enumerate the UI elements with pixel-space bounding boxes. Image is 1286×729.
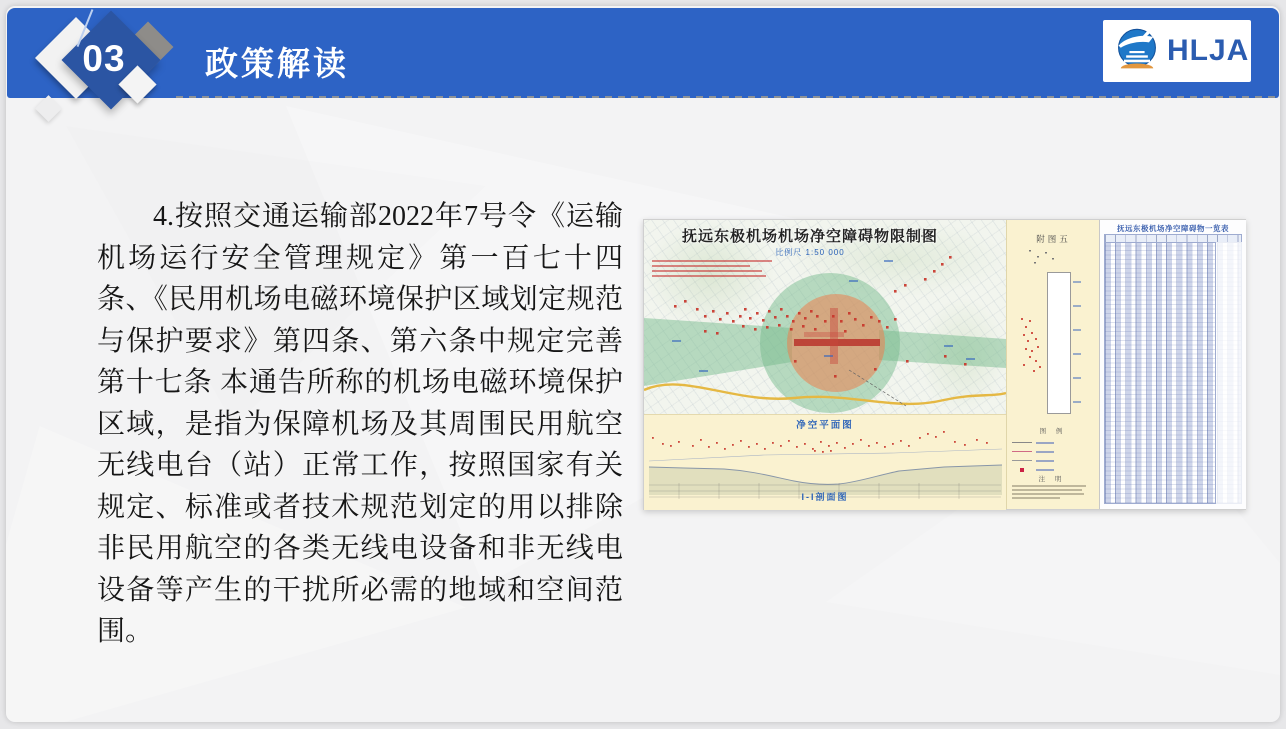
section-number: 03 (82, 38, 126, 79)
topographic-map-area (644, 220, 1006, 414)
logo (1103, 20, 1251, 82)
map-title: 抚远东极机场机场净空障碍物限制图 (681, 228, 938, 245)
clearance-profile-band (644, 414, 1006, 510)
slide-surface (6, 6, 1280, 722)
plan-view-label: 净空平面图 (796, 420, 854, 431)
body-paragraph: 4.按照交通运输部2022年7号令《运输机场运行安全管理规定》第一百七十四条、《民用机场电磁环境保护区域划定规范与保护要求》第四条、第六条中规定完善第十七条 本通告所称的机场电磁环境保护区域，是指为保障机场及其周围民用航空无线电台（站）正常工作，按照国家有关规定、标准或者技术规范划定的用以排除非民用航空的各类无线电设备和非无线电设备等产生的干扰所必需的地域和空间范围。 (97, 201, 623, 647)
side-panel (1006, 220, 1100, 509)
map-scale-label: 比例尺 1:50 000 (775, 248, 845, 257)
legend-title: 图 例 (1039, 428, 1067, 435)
white-diamond-small (35, 95, 62, 122)
section-view-label: I-I剖面图 (801, 492, 849, 502)
airport-map-figure (643, 219, 1246, 510)
runway-strip-diagram (1047, 272, 1071, 414)
logo-text: HLJA (1167, 34, 1250, 67)
page-title: 政策解读 (205, 45, 349, 82)
obstacle-table (1099, 220, 1246, 509)
map-notes (1012, 474, 1092, 501)
header-bar (7, 8, 1279, 98)
header-dashed-divider (176, 96, 1280, 98)
attachment-label: 附图五 (1036, 234, 1071, 244)
obstacle-table-title: 抚远东极机场净空障碍物一览表 (1117, 224, 1229, 233)
airline-emblem-icon (1111, 25, 1163, 77)
obstacle-table-empty-columns (1215, 242, 1242, 504)
notes-title: 注 明 (1038, 476, 1066, 483)
map-notes-block (652, 260, 774, 280)
map-legend (1012, 426, 1094, 474)
